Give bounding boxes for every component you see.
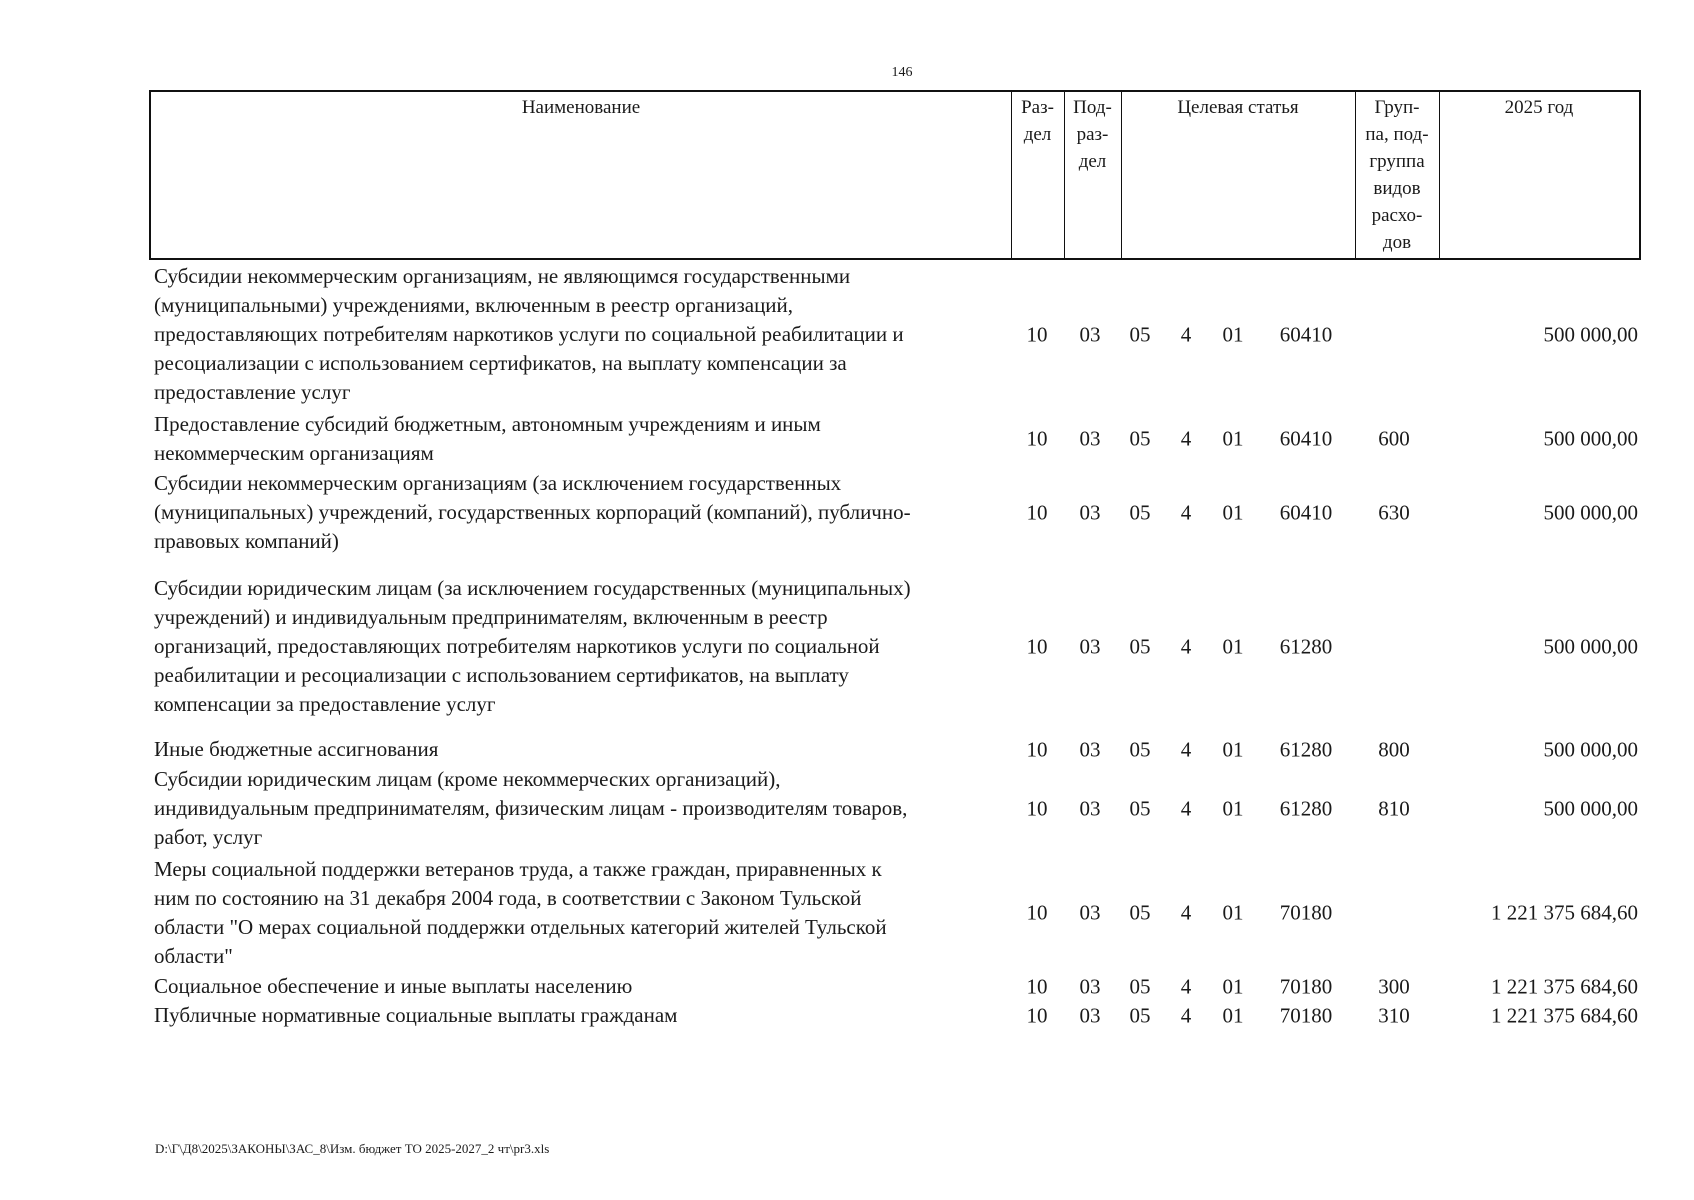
- header-podrazdel-line: дел: [1078, 151, 1107, 172]
- header-group-line: группа: [1369, 151, 1425, 172]
- table-row: [0, 410, 1694, 468]
- podrazdel-cell: 03: [1079, 426, 1101, 451]
- target-type-cell: 4: [1180, 900, 1192, 925]
- podrazdel-cell: 03: [1079, 322, 1101, 346]
- table-row: [0, 735, 1694, 764]
- header-group-line: Груп-: [1374, 97, 1420, 118]
- target-code-cell: 60410: [1279, 322, 1333, 346]
- razdel-cell: 10: [1026, 322, 1048, 346]
- target-program-cell: 05: [1129, 900, 1151, 925]
- target-subprogram-cell: 01: [1222, 322, 1244, 346]
- table-row: [0, 1001, 1694, 1030]
- amount-2025-cell: 500 000,00: [1543, 737, 1638, 761]
- row-name-line: некоммерческим организациям: [154, 441, 434, 465]
- header-group-line: расхо-: [1371, 205, 1423, 226]
- target-program-cell: 05: [1129, 796, 1151, 820]
- razdel-cell: 10: [1026, 634, 1048, 658]
- row-name-line: предоставляющих потребителям наркотиков услуги по социальной реабилитации и: [154, 322, 904, 346]
- row-name-line: организаций, предоставляющих потребителям наркотиков услуги по социальной: [154, 634, 880, 658]
- header-group-line: дов: [1382, 232, 1412, 253]
- header-podrazdel-line: раз-: [1076, 124, 1109, 145]
- header-razdel: [1011, 94, 1064, 148]
- amount-2025-cell: 500 000,00: [1543, 322, 1638, 346]
- target-subprogram-cell: 01: [1222, 737, 1244, 761]
- target-type-cell: 4: [1180, 974, 1192, 998]
- target-program-cell: 05: [1129, 737, 1151, 761]
- target-subprogram-cell: 01: [1222, 500, 1244, 524]
- razdel-cell: 10: [1026, 796, 1048, 820]
- row-name-line: Предоставление субсидий бюджетным, автономным учреждениям и иным: [154, 412, 821, 436]
- header-year: [1439, 94, 1639, 121]
- target-code-cell: 61280: [1279, 796, 1333, 820]
- header-podrazdel: [1064, 94, 1121, 175]
- table-row: [0, 574, 1694, 719]
- target-subprogram-cell: 01: [1222, 796, 1244, 820]
- row-name-line: Иные бюджетные ассигнования: [154, 737, 439, 761]
- target-subprogram-cell: 01: [1222, 634, 1244, 658]
- target-code-cell: 61280: [1279, 634, 1333, 658]
- row-name-line: реабилитации и ресоциализации с использованием сертификатов, на выплату: [154, 663, 849, 687]
- header-podrazdel-line: Под-: [1073, 97, 1112, 118]
- target-type-cell: 4: [1180, 426, 1192, 451]
- row-name: [154, 735, 1004, 764]
- podrazdel-cell: 03: [1079, 900, 1101, 925]
- row-name: [154, 574, 1004, 719]
- row-name-line: компенсации за предоставление услуг: [154, 692, 496, 716]
- expense-group-cell: 310: [1378, 1003, 1410, 1027]
- amount-2025-cell: 500 000,00: [1543, 796, 1638, 820]
- podrazdel-cell: 03: [1079, 634, 1101, 658]
- table-row: [0, 972, 1694, 1001]
- row-name: [154, 765, 1004, 852]
- amount-2025-cell: 1 221 375 684,60: [1491, 974, 1638, 998]
- row-name-line: Субсидии юридическим лицам (кроме некоммерческих организаций),: [154, 767, 781, 791]
- row-name-line: Меры социальной поддержки ветеранов труда, а также граждан, приравненных к: [154, 857, 882, 881]
- target-type-cell: 4: [1180, 322, 1192, 346]
- expense-group-cell: 300: [1378, 974, 1410, 998]
- row-name-line: области "О мерах социальной поддержки отдельных категорий жителей Тульской: [154, 915, 887, 939]
- target-program-cell: 05: [1129, 1003, 1151, 1027]
- row-name-line: правовых компаний): [154, 529, 339, 553]
- header-name: [151, 94, 1011, 121]
- row-name-line: (муниципальными) учреждениями, включенным в реестр организаций,: [154, 293, 794, 317]
- amount-2025-cell: 1 221 375 684,60: [1491, 900, 1638, 925]
- header-razdel-line: Раз-: [1021, 97, 1054, 118]
- podrazdel-cell: 03: [1079, 974, 1101, 998]
- header-group-line: видов: [1373, 178, 1421, 199]
- row-name-line: Публичные нормативные социальные выплаты гражданам: [154, 1003, 678, 1027]
- target-type-cell: 4: [1180, 1003, 1192, 1027]
- target-subprogram-cell: 01: [1222, 426, 1244, 451]
- row-name: [154, 262, 1004, 407]
- header-target-label: Целевая статья: [1177, 97, 1299, 118]
- target-code-cell: 60410: [1279, 426, 1333, 451]
- target-program-cell: 05: [1129, 974, 1151, 998]
- podrazdel-cell: 03: [1079, 796, 1101, 820]
- target-code-cell: 70180: [1279, 1003, 1333, 1027]
- row-name-line: Субсидии некоммерческим организациям (за исключением государственных: [154, 471, 842, 495]
- row-name-line: Социальное обеспечение и иные выплаты населению: [154, 974, 633, 998]
- expense-group-cell: 800: [1378, 737, 1410, 761]
- target-code-cell: 60410: [1279, 500, 1333, 524]
- expense-group-cell: 810: [1378, 796, 1410, 820]
- row-name: [154, 410, 1004, 468]
- row-name: [154, 469, 1004, 556]
- row-name-line: Субсидии некоммерческим организациям, не являющимся государственными: [154, 264, 851, 288]
- target-code-cell: 70180: [1279, 974, 1333, 998]
- target-subprogram-cell: 01: [1222, 974, 1244, 998]
- row-name-line: ресоциализации с использованием сертификатов, на выплату компенсации за: [154, 351, 847, 375]
- target-program-cell: 05: [1129, 426, 1151, 451]
- podrazdel-cell: 03: [1079, 500, 1101, 524]
- row-name-line: работ, услуг: [154, 825, 263, 849]
- podrazdel-cell: 03: [1079, 1003, 1101, 1027]
- row-name: [154, 1001, 1004, 1030]
- row-name-line: (муниципальных) учреждений, государственных корпораций (компаний), публично-: [154, 500, 911, 524]
- header-name-label: Наименование: [521, 97, 641, 118]
- table-row: [0, 855, 1694, 971]
- amount-2025-cell: 500 000,00: [1543, 634, 1638, 658]
- row-name-line: ним по состоянию на 31 декабря 2004 года, в соответствии с Законом Тульской: [154, 886, 862, 910]
- razdel-cell: 10: [1026, 500, 1048, 524]
- amount-2025-cell: 1 221 375 684,60: [1491, 1003, 1638, 1027]
- table-row: [0, 765, 1694, 852]
- row-name-line: Субсидии юридическим лицам (за исключением государственных (муниципальных): [154, 576, 911, 600]
- target-type-cell: 4: [1180, 796, 1192, 820]
- expense-group-cell: 600: [1378, 426, 1410, 451]
- target-program-cell: 05: [1129, 322, 1151, 346]
- amount-2025-cell: 500 000,00: [1543, 426, 1638, 451]
- header-target: [1121, 94, 1355, 121]
- header-razdel-line: дел: [1023, 124, 1052, 145]
- table-header: [149, 90, 1641, 260]
- header-group: [1355, 94, 1439, 256]
- razdel-cell: 10: [1026, 1003, 1048, 1027]
- row-name-line: индивидуальным предпринимателям, физическим лицам - производителям товаров,: [154, 796, 908, 820]
- razdel-cell: 10: [1026, 974, 1048, 998]
- podrazdel-cell: 03: [1079, 737, 1101, 761]
- row-name: [154, 855, 1004, 971]
- header-year-label: 2025 год: [1504, 97, 1574, 118]
- table-row: [0, 469, 1694, 556]
- row-name-line: области": [154, 944, 233, 968]
- target-type-cell: 4: [1180, 500, 1192, 524]
- expense-group-cell: 630: [1378, 500, 1410, 524]
- target-subprogram-cell: 01: [1222, 1003, 1244, 1027]
- target-code-cell: 61280: [1279, 737, 1333, 761]
- razdel-cell: 10: [1026, 737, 1048, 761]
- target-code-cell: 70180: [1279, 900, 1333, 925]
- row-name: [154, 972, 1004, 1001]
- file-path-footer: D:\Г\Д8\2025\ЗАКОНЫ\ЗАС_8\Изм. бюджет ТО 2025-2027_2 чт\pr3.xls: [155, 1141, 550, 1156]
- table-row: [0, 262, 1694, 407]
- target-type-cell: 4: [1180, 634, 1192, 658]
- razdel-cell: 10: [1026, 900, 1048, 925]
- row-name-line: учреждений) и индивидуальным предпринимателям, включенным в реестр: [154, 605, 828, 629]
- page-number: 146: [891, 65, 913, 80]
- row-name-line: предоставление услуг: [154, 380, 351, 404]
- header-group-line: па, под-: [1365, 124, 1429, 145]
- target-program-cell: 05: [1129, 500, 1151, 524]
- target-subprogram-cell: 01: [1222, 900, 1244, 925]
- razdel-cell: 10: [1026, 426, 1048, 451]
- target-program-cell: 05: [1129, 634, 1151, 658]
- target-type-cell: 4: [1180, 737, 1192, 761]
- amount-2025-cell: 500 000,00: [1543, 500, 1638, 524]
